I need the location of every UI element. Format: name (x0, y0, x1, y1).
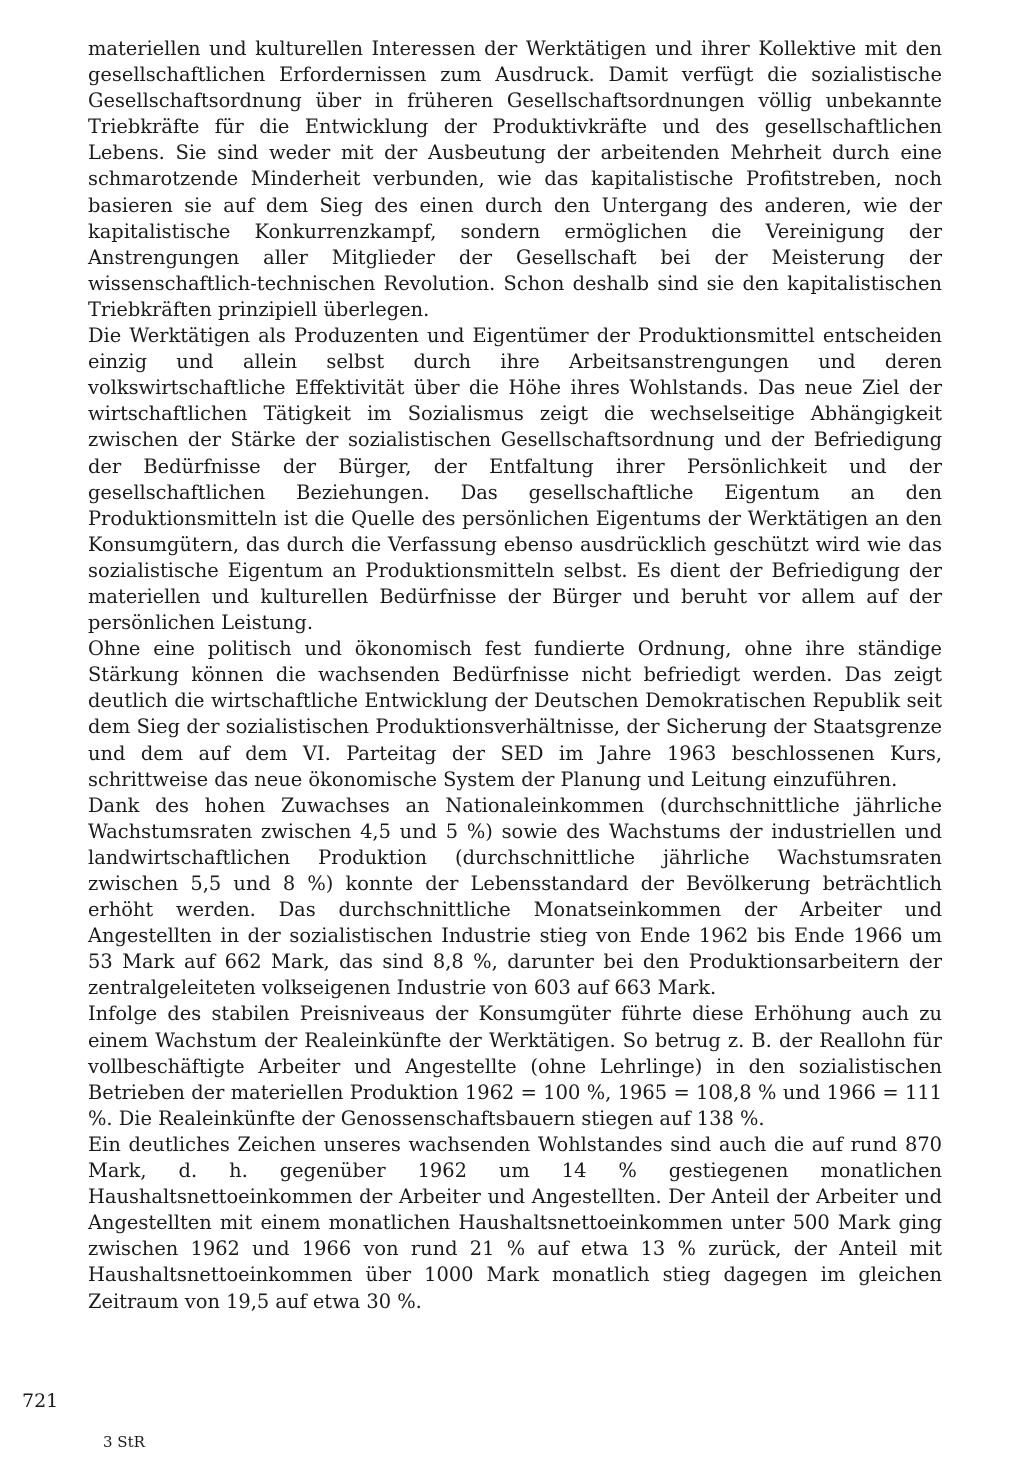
paragraph-2: Die Werktätigen als Produzenten und Eigentümer der Produktionsmittel entscheiden einzig und allein selbst durch ihre Arbeitsanstrengungen und deren volkswirtschaftliche Effektivität über die Höhe ihres Wohlstands. Das neue Ziel der wirtschaftlichen Tätigkeit im Sozialismus zeigt die wechselseitige Abhängigkeit zwischen der Stärke der sozialistischen Gesellschaftsordnung und der Befriedigung der Bedürfnisse der Bürger, der Entfaltung ihrer Persönlichkeit und der gesellschaftlichen Beziehungen. Das gesellschaftliche Eigentum an den Produktionsmitteln ist die Quelle des persönlichen Eigentums der Werktätigen an den Konsumgütern, das durch die Verfassung ebenso ausdrücklich geschützt wird wie das sozialistische Eigentum an Produktionsmitteln selbst. Es dient der Befriedigung der materiellen und kulturellen Bedürfnisse der Bürger und beruht vor allem auf der persönlichen Leistung. (88, 324, 942, 635)
footer-signature: 3 StR (103, 1433, 145, 1451)
paragraph-3: Ohne eine politisch und ökonomisch fest fundierte Ordnung, ohne ihre ständige Stärkung können die wachsenden Bedürfnisse nicht befriedigt werden. Das zeigt deutlich die wirtschaftliche Entwicklung der Deutschen Demokratischen Republik seit dem Sieg der sozialistischen Produktionsverhältnisse, der Sicherung der Staatsgrenze und dem auf dem VI. Parteitag der SED im Jahre 1963 beschlossenen Kurs, schrittweise das neue ökonomische System der Planung und Leitung einzuführen. (88, 637, 942, 791)
page-body (88, 36, 942, 1315)
paragraph-4: Dank des hohen Zuwachses an Nationaleinkommen (durchschnittliche jährliche Wachstumsraten zwischen 4,5 und 5 %) sowie des Wachstums der industriellen und landwirtschaftlichen Produktion (durchschnittliche jährliche Wachstumsraten zwischen 5,5 und 8 %) konnte der Lebensstandard der Bevölkerung beträchtlich erhöht werden. Das durchschnittliche Monatseinkommen der Arbeiter und Angestellten in der sozialistischen Industrie stieg von Ende 1962 bis Ende 1966 um 53 Mark auf 662 Mark, das sind 8,8 %, darunter bei den Produktionsarbeitern der zentralgeleiteten volkseigenen Industrie von 603 auf 663 Mark. (88, 793, 942, 1000)
paragraph-5: Infolge des stabilen Preisniveaus der Konsumgüter führte diese Erhöhung auch zu einem Wachstum der Realeinkünfte der Werktätigen. So betrug z. B. der Reallohn für vollbeschäftigte Arbeiter und Angestellte (ohne Lehrlinge) in den sozialistischen Betrieben der materiellen Produktion 1962 = 100 %, 1965 = 108,8 % und 1966 = 111 %. Die Realeinkünfte der Genossenschaftsbauern stiegen auf 138 %. (88, 1002, 942, 1130)
paragraph-6: Ein deutliches Zeichen unseres wachsenden Wohlstandes sind auch die auf rund 870 Mark, d. h. gegenüber 1962 um 14 % gestiegenen monatlichen Haushaltsnettoeinkommen der Arbeiter und Angestellten. Der Anteil der Arbeiter und Angestellten mit einem monatlichen Haushaltsnettoeinkommen unter 500 Mark ging zwischen 1962 und 1966 von rund 21 % auf etwa 13 % zurück, der Anteil mit Haushaltsnettoeinkommen über 1000 Mark monatlich stieg dagegen im gleichen Zeitraum von 19,5 auf etwa 30 %. (88, 1132, 942, 1313)
margin-number: 721 (22, 1390, 59, 1412)
paragraph-1: materiellen und kulturellen Interessen der Werktätigen und ihrer Kollektive mit den gesellschaftlichen Erfordernissen zum Ausdruck. Damit verfügt die sozialistische Gesellschaftsordnung über in früheren Gesellschaftsordnungen völlig unbekannte Triebkräfte für die Entwicklung der Produktivkräfte und des gesellschaftlichen Lebens. Sie sind weder mit der Ausbeutung der arbeitenden Mehrheit durch eine schmarotzende Minderheit verbunden, wie das kapitalistische Profitstreben, noch basieren sie auf dem Sieg des einen durch den Untergang des anderen, wie der kapitalistische Konkurrenzkampf, sondern ermöglichen die Vereinigung der Anstrengungen aller Mitglieder der Gesellschaft bei der Meisterung der wissenschaftlich-technischen Revolution. Schon deshalb sind sie den kapitalistischen Triebkräften prinzipiell überlegen. (88, 37, 942, 321)
